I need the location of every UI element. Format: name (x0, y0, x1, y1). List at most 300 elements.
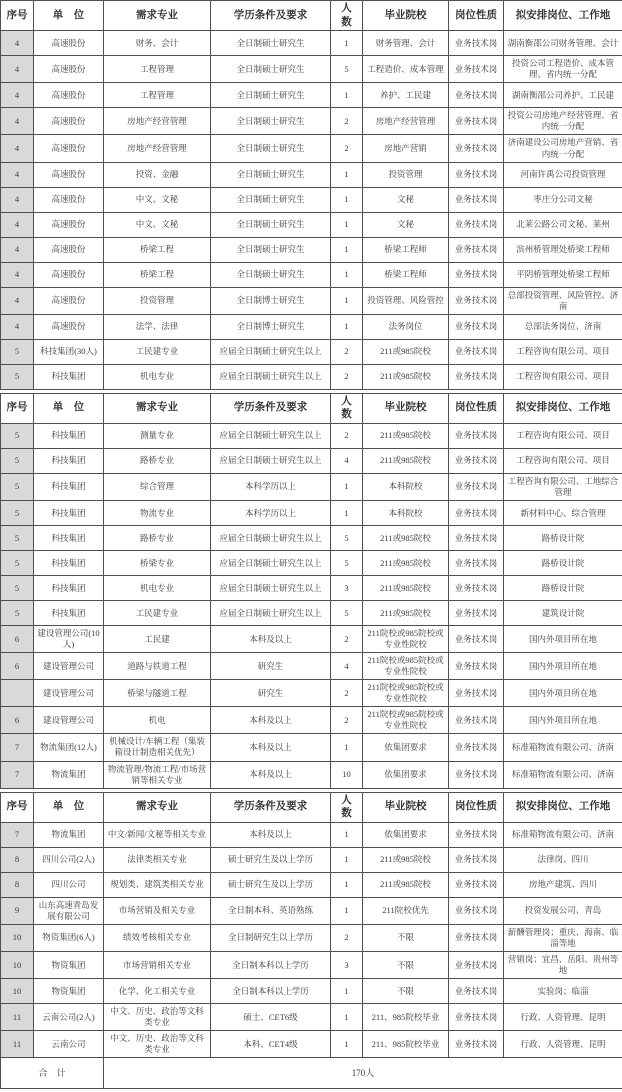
header-row (1, 1, 622, 31)
cell-assignment: 工程咨询有限公司、项目 (504, 339, 622, 364)
cell-school: 211或985院校 (363, 601, 449, 626)
cell-unit: 高速股份 (34, 237, 104, 262)
cell-post_type: 业务技术岗 (449, 501, 504, 526)
cell-education: 全日制硕士研究生 (211, 108, 331, 135)
cell-unit: 物流集团 (34, 761, 104, 788)
column-header-school: 毕业院校 (363, 1, 449, 31)
cell-post_type: 业务技术岗 (449, 237, 504, 262)
cell-no: 4 (1, 83, 34, 108)
cell-major: 投资管理 (104, 287, 211, 314)
cell-education: 应届全日制硕士研究生以上 (211, 526, 331, 551)
table-row (1, 473, 622, 500)
cell-school: 211院校或985院校或专业性院校 (363, 653, 449, 680)
cell-education: 全日制硕士研究生 (211, 237, 331, 262)
cell-school: 房地产经营管理 (363, 108, 449, 135)
cell-unit: 科技集团 (34, 364, 104, 389)
table-row (1, 924, 622, 951)
cell-major: 路桥专业 (104, 448, 211, 473)
cell-school: 211或985院校 (363, 448, 449, 473)
cell-education: 应届全日制硕士研究生以上 (211, 423, 331, 448)
cell-education: 应届全日制硕士研究生以上 (211, 339, 331, 364)
cell-post_type: 业务技术岗 (449, 473, 504, 500)
cell-assignment: 路桥设计院 (504, 576, 622, 601)
cell-no: 5 (1, 339, 34, 364)
cell-post_type: 业务技术岗 (449, 108, 504, 135)
cell-major: 路桥专业 (104, 526, 211, 551)
cell-post_type: 业务技术岗 (449, 924, 504, 951)
cell-school: 工程造价、成本管理 (363, 56, 449, 83)
cell-unit: 高速股份 (34, 262, 104, 287)
cell-post_type: 业务技术岗 (449, 448, 504, 473)
cell-assignment: 工程咨询有限公司、项目 (504, 448, 622, 473)
cell-no: 4 (1, 212, 34, 237)
column-header-count: 人数 (331, 792, 363, 822)
column-header-no: 序号 (1, 393, 34, 423)
cell-school: 文秘 (363, 212, 449, 237)
cell-assignment: 国内外项目所在地 (504, 680, 622, 707)
cell-education: 全日制本科以上学历 (211, 979, 331, 1004)
cell-assignment: 标准箱物流有限公司、济南 (504, 734, 622, 761)
table-row (1, 576, 622, 601)
table-row (1, 680, 622, 707)
column-header-school: 毕业院校 (363, 393, 449, 423)
cell-unit: 云南公司(2人) (34, 1004, 104, 1031)
cell-assignment: 建筑设计院 (504, 601, 622, 626)
cell-school: 养护、工民建 (363, 83, 449, 108)
cell-school: 不限 (363, 924, 449, 951)
cell-post_type: 业务技术岗 (449, 423, 504, 448)
column-header-assignment: 拟安排岗位、工作地 (504, 792, 622, 822)
cell-unit: 建设管理公司 (34, 653, 104, 680)
table-row (1, 262, 622, 287)
cell-no: 4 (1, 108, 34, 135)
table-row (1, 314, 622, 339)
cell-education: 全日制硕士研究生 (211, 187, 331, 212)
cell-education: 全日制博士研究生 (211, 287, 331, 314)
cell-unit: 高速股份 (34, 287, 104, 314)
cell-education: 硕士研究生及以上学历 (211, 847, 331, 872)
table-row (1, 952, 622, 979)
cell-post_type: 业务技术岗 (449, 979, 504, 1004)
cell-post_type: 业务技术岗 (449, 601, 504, 626)
cell-major: 桥梁与隧道工程 (104, 680, 211, 707)
cell-major: 中文、文秘 (104, 212, 211, 237)
cell-no: 11 (1, 1031, 34, 1058)
cell-school: 211或985院校 (363, 526, 449, 551)
cell-school: 211或985院校 (363, 576, 449, 601)
column-header-no: 序号 (1, 1, 34, 31)
cell-major: 房地产经营管理 (104, 108, 211, 135)
cell-education: 研究生 (211, 653, 331, 680)
cell-assignment: 标准箱物流有限公司、济南 (504, 822, 622, 847)
cell-no: 8 (1, 847, 34, 872)
cell-count: 2 (331, 135, 363, 162)
cell-school: 211院校优先 (363, 897, 449, 924)
cell-count: 1 (331, 83, 363, 108)
cell-count: 1 (331, 1004, 363, 1031)
cell-no: 4 (1, 31, 34, 56)
column-header-count: 人数 (331, 1, 363, 31)
cell-no: 6 (1, 707, 34, 734)
cell-count: 1 (331, 872, 363, 897)
total-row (1, 1058, 622, 1089)
cell-unit: 科技集团 (34, 551, 104, 576)
cell-no: 7 (1, 761, 34, 788)
table-row (1, 83, 622, 108)
cell-count: 3 (331, 952, 363, 979)
cell-school: 211或985院校 (363, 423, 449, 448)
cell-unit: 科技集团 (34, 501, 104, 526)
table-row (1, 1004, 622, 1031)
cell-no: 4 (1, 162, 34, 187)
cell-education: 本科及以上 (211, 822, 331, 847)
cell-no (1, 680, 34, 707)
cell-education: 应届全日制硕士研究生以上 (211, 601, 331, 626)
cell-no: 7 (1, 734, 34, 761)
column-header-school: 毕业院校 (363, 792, 449, 822)
table-row (1, 601, 622, 626)
cell-post_type: 业务技术岗 (449, 56, 504, 83)
cell-major: 桥梁工程 (104, 262, 211, 287)
cell-unit: 高速股份 (34, 135, 104, 162)
table-row (1, 212, 622, 237)
column-header-no: 序号 (1, 792, 34, 822)
cell-post_type: 业务技术岗 (449, 187, 504, 212)
cell-assignment: 国内外项目所在地 (504, 653, 622, 680)
cell-school: 法务岗位 (363, 314, 449, 339)
cell-assignment: 行政、人资管理、昆明 (504, 1031, 622, 1058)
cell-post_type: 业务技术岗 (449, 31, 504, 56)
cell-major: 法律类相关专业 (104, 847, 211, 872)
cell-unit: 科技集团 (34, 526, 104, 551)
cell-count: 1 (331, 212, 363, 237)
cell-assignment: 工程咨询有限公司、项目 (504, 364, 622, 389)
cell-school: 本科院校 (363, 501, 449, 526)
cell-education: 全日制研究生以上学历 (211, 924, 331, 951)
table-row (1, 761, 622, 788)
cell-post_type: 业务技术岗 (449, 952, 504, 979)
column-header-post_type: 岗位性质 (449, 393, 504, 423)
column-header-post_type: 岗位性质 (449, 1, 504, 31)
cell-count: 1 (331, 847, 363, 872)
cell-assignment: 薪酬管理岗；重庆、海南、临淄等地 (504, 924, 622, 951)
cell-no: 5 (1, 526, 34, 551)
cell-unit: 高速股份 (34, 56, 104, 83)
cell-school: 211院校或985院校或专业性院校 (363, 707, 449, 734)
cell-major: 市场营销及相关专业 (104, 897, 211, 924)
cell-no: 5 (1, 423, 34, 448)
table-section-1 (0, 0, 622, 390)
cell-post_type: 业务技术岗 (449, 551, 504, 576)
cell-post_type: 业务技术岗 (449, 83, 504, 108)
cell-unit: 山东高速青岛发展有限公司 (34, 897, 104, 924)
cell-no: 11 (1, 1004, 34, 1031)
cell-major: 规划类、建筑类相关专业 (104, 872, 211, 897)
table-row (1, 626, 622, 653)
cell-assignment: 行政、人资管理、昆明 (504, 1004, 622, 1031)
cell-count: 5 (331, 56, 363, 83)
table-row (1, 822, 622, 847)
cell-no: 5 (1, 473, 34, 500)
cell-post_type: 业务技术岗 (449, 364, 504, 389)
cell-education: 本科学历以上 (211, 501, 331, 526)
cell-education: 研究生 (211, 680, 331, 707)
cell-education: 应届全日制硕士研究生以上 (211, 576, 331, 601)
table-row (1, 872, 622, 897)
cell-education: 全日制硕士研究生 (211, 56, 331, 83)
cell-unit: 云南公司 (34, 1031, 104, 1058)
cell-education: 本科学历以上 (211, 473, 331, 500)
table-row (1, 526, 622, 551)
cell-no: 4 (1, 187, 34, 212)
cell-major: 机电专业 (104, 576, 211, 601)
column-header-education: 学历条件及要求 (211, 792, 331, 822)
cell-assignment: 滨州桥管理处桥梁工程师 (504, 237, 622, 262)
cell-unit: 物流集团 (34, 822, 104, 847)
table-row (1, 551, 622, 576)
cell-education: 应届全日制硕士研究生以上 (211, 448, 331, 473)
column-header-assignment: 拟安排岗位、工作地 (504, 393, 622, 423)
table-row (1, 897, 622, 924)
cell-count: 10 (331, 761, 363, 788)
cell-unit: 建设管理公司(10人) (34, 626, 104, 653)
cell-assignment: 工程咨询有限公司、项目 (504, 423, 622, 448)
cell-education: 全日制本科以上学历 (211, 952, 331, 979)
table-row (1, 31, 622, 56)
cell-post_type: 业务技术岗 (449, 162, 504, 187)
cell-education: 本科、CET4级 (211, 1031, 331, 1058)
cell-unit: 科技集团 (34, 423, 104, 448)
table-row (1, 162, 622, 187)
cell-major: 投资、金融 (104, 162, 211, 187)
cell-unit: 科技集团 (34, 473, 104, 500)
column-header-unit: 单 位 (34, 792, 104, 822)
cell-post_type: 业务技术岗 (449, 287, 504, 314)
table-row (1, 979, 622, 1004)
cell-count: 4 (331, 448, 363, 473)
table-section-2 (0, 393, 622, 789)
column-header-unit: 单 位 (34, 1, 104, 31)
cell-assignment: 湖南衡邵公司财务管理、会计 (504, 31, 622, 56)
cell-school: 211或985院校 (363, 847, 449, 872)
cell-no: 5 (1, 448, 34, 473)
table-row (1, 339, 622, 364)
cell-unit: 建设管理公司 (34, 680, 104, 707)
cell-education: 硕士研究生及以上学历 (211, 872, 331, 897)
cell-unit: 物资集团(6人) (34, 924, 104, 951)
cell-no: 4 (1, 314, 34, 339)
cell-major: 中文、历史、政治等文科类专业 (104, 1004, 211, 1031)
cell-unit: 物流集团(12人) (34, 734, 104, 761)
column-header-major: 需求专业 (104, 1, 211, 31)
cell-assignment: 济南建设公司房地产营销、省内统一分配 (504, 135, 622, 162)
cell-school: 依集团要求 (363, 822, 449, 847)
cell-assignment: 湖南衡邵公司养护、工民建 (504, 83, 622, 108)
cell-no: 9 (1, 897, 34, 924)
cell-unit: 物资集团 (34, 979, 104, 1004)
cell-assignment: 投资发展公司、青岛 (504, 897, 622, 924)
cell-no: 5 (1, 576, 34, 601)
table-row (1, 287, 622, 314)
cell-education: 全日制硕士研究生 (211, 83, 331, 108)
table-row (1, 448, 622, 473)
cell-no: 10 (1, 979, 34, 1004)
table-row (1, 56, 622, 83)
cell-unit: 高速股份 (34, 108, 104, 135)
cell-count: 1 (331, 162, 363, 187)
cell-no: 5 (1, 551, 34, 576)
cell-assignment: 北莱公路公司文秘、莱州 (504, 212, 622, 237)
cell-count: 1 (331, 501, 363, 526)
cell-education: 全日制硕士研究生 (211, 31, 331, 56)
cell-count: 1 (331, 1031, 363, 1058)
cell-count: 2 (331, 364, 363, 389)
cell-school: 文秘 (363, 187, 449, 212)
cell-school: 211或985院校 (363, 551, 449, 576)
cell-major: 工程管理 (104, 83, 211, 108)
cell-unit: 高速股份 (34, 83, 104, 108)
cell-post_type: 业务技术岗 (449, 707, 504, 734)
cell-school: 211、985院校毕业 (363, 1031, 449, 1058)
cell-post_type: 业务技术岗 (449, 734, 504, 761)
cell-education: 应届全日制硕士研究生以上 (211, 364, 331, 389)
cell-count: 2 (331, 339, 363, 364)
column-header-unit: 单 位 (34, 393, 104, 423)
column-header-education: 学历条件及要求 (211, 1, 331, 31)
cell-unit: 四川公司 (34, 872, 104, 897)
cell-no: 8 (1, 872, 34, 897)
cell-post_type: 业务技术岗 (449, 847, 504, 872)
table-row (1, 653, 622, 680)
column-header-education: 学历条件及要求 (211, 393, 331, 423)
cell-post_type: 业务技术岗 (449, 653, 504, 680)
cell-count: 1 (331, 314, 363, 339)
cell-unit: 建设管理公司 (34, 707, 104, 734)
cell-education: 本科及以上 (211, 734, 331, 761)
cell-post_type: 业务技术岗 (449, 576, 504, 601)
cell-education: 全日制硕士研究生 (211, 262, 331, 287)
cell-count: 1 (331, 734, 363, 761)
cell-school: 211院校或985院校或专业性院校 (363, 626, 449, 653)
cell-major: 道路与铁道工程 (104, 653, 211, 680)
cell-no: 4 (1, 287, 34, 314)
cell-post_type: 业务技术岗 (449, 761, 504, 788)
cell-count: 1 (331, 897, 363, 924)
cell-school: 211或985院校 (363, 339, 449, 364)
cell-count: 5 (331, 526, 363, 551)
cell-count: 1 (331, 473, 363, 500)
cell-unit: 科技集团 (34, 576, 104, 601)
cell-assignment: 河南许禹公司投资管理 (504, 162, 622, 187)
table-row (1, 364, 622, 389)
cell-no: 6 (1, 653, 34, 680)
column-header-count: 人数 (331, 393, 363, 423)
cell-education: 应届全日制硕士研究生以上 (211, 551, 331, 576)
header-row (1, 393, 622, 423)
cell-school: 本科院校 (363, 473, 449, 500)
cell-education: 全日制本科、英语熟练 (211, 897, 331, 924)
cell-count: 1 (331, 237, 363, 262)
cell-count: 2 (331, 626, 363, 653)
cell-major: 物流管理/物流工程/市场营销等相关专业 (104, 761, 211, 788)
cell-count: 1 (331, 822, 363, 847)
cell-post_type: 业务技术岗 (449, 135, 504, 162)
cell-post_type: 业务技术岗 (449, 314, 504, 339)
cell-major: 机电 (104, 707, 211, 734)
cell-assignment: 工程咨询有限公司、工地综合管理 (504, 473, 622, 500)
cell-count: 2 (331, 423, 363, 448)
cell-major: 工民建专业 (104, 601, 211, 626)
cell-no: 10 (1, 952, 34, 979)
cell-no: 7 (1, 822, 34, 847)
cell-no: 6 (1, 626, 34, 653)
cell-count: 2 (331, 707, 363, 734)
cell-post_type: 业务技术岗 (449, 626, 504, 653)
table-row (1, 108, 622, 135)
cell-count: 1 (331, 262, 363, 287)
total-label: 合 计 (1, 1058, 104, 1089)
cell-major: 法学、法律 (104, 314, 211, 339)
cell-post_type: 业务技术岗 (449, 262, 504, 287)
cell-post_type: 业务技术岗 (449, 897, 504, 924)
cell-school: 投资管理 (363, 162, 449, 187)
cell-assignment: 标准箱物流有限公司、济南 (504, 761, 622, 788)
cell-unit: 高速股份 (34, 314, 104, 339)
cell-post_type: 业务技术岗 (449, 212, 504, 237)
table-row (1, 423, 622, 448)
cell-education: 全日制硕士研究生 (211, 162, 331, 187)
table-row (1, 707, 622, 734)
cell-major: 工程管理 (104, 56, 211, 83)
cell-school: 不限 (363, 952, 449, 979)
cell-count: 2 (331, 680, 363, 707)
total-count: 170人 (104, 1058, 622, 1089)
cell-school: 211或985院校 (363, 872, 449, 897)
cell-count: 1 (331, 979, 363, 1004)
cell-count: 3 (331, 576, 363, 601)
cell-assignment: 房地产建筑、四川 (504, 872, 622, 897)
column-header-major: 需求专业 (104, 792, 211, 822)
cell-assignment: 营销岗；宜昌、岳阳、贵州等地 (504, 952, 622, 979)
cell-count: 5 (331, 551, 363, 576)
cell-unit: 物资集团 (34, 952, 104, 979)
cell-no: 10 (1, 924, 34, 951)
cell-education: 本科及以上 (211, 626, 331, 653)
cell-education: 本科及以上 (211, 707, 331, 734)
cell-no: 4 (1, 262, 34, 287)
cell-education: 本科及以上 (211, 761, 331, 788)
cell-major: 机电专业 (104, 364, 211, 389)
cell-school: 桥梁工程师 (363, 237, 449, 262)
cell-unit: 高速股份 (34, 187, 104, 212)
cell-major: 桥梁工程 (104, 237, 211, 262)
cell-unit: 高速股份 (34, 212, 104, 237)
cell-major: 绩效考核相关专业 (104, 924, 211, 951)
cell-no: 4 (1, 135, 34, 162)
cell-school: 依集团要求 (363, 761, 449, 788)
cell-assignment: 国内外项目所在地 (504, 707, 622, 734)
cell-education: 硕士、CET6级 (211, 1004, 331, 1031)
cell-major: 中文/新闻/文秘等相关专业 (104, 822, 211, 847)
cell-post_type: 业务技术岗 (449, 680, 504, 707)
cell-count: 5 (331, 601, 363, 626)
cell-assignment: 路桥设计院 (504, 526, 622, 551)
cell-assignment: 法律岗、四川 (504, 847, 622, 872)
cell-major: 中文、文秘 (104, 187, 211, 212)
cell-assignment: 投资公司房地产经营管理、省内统一分配 (504, 108, 622, 135)
cell-assignment: 总部投资管理、风险管控、济南 (504, 287, 622, 314)
table-row (1, 187, 622, 212)
